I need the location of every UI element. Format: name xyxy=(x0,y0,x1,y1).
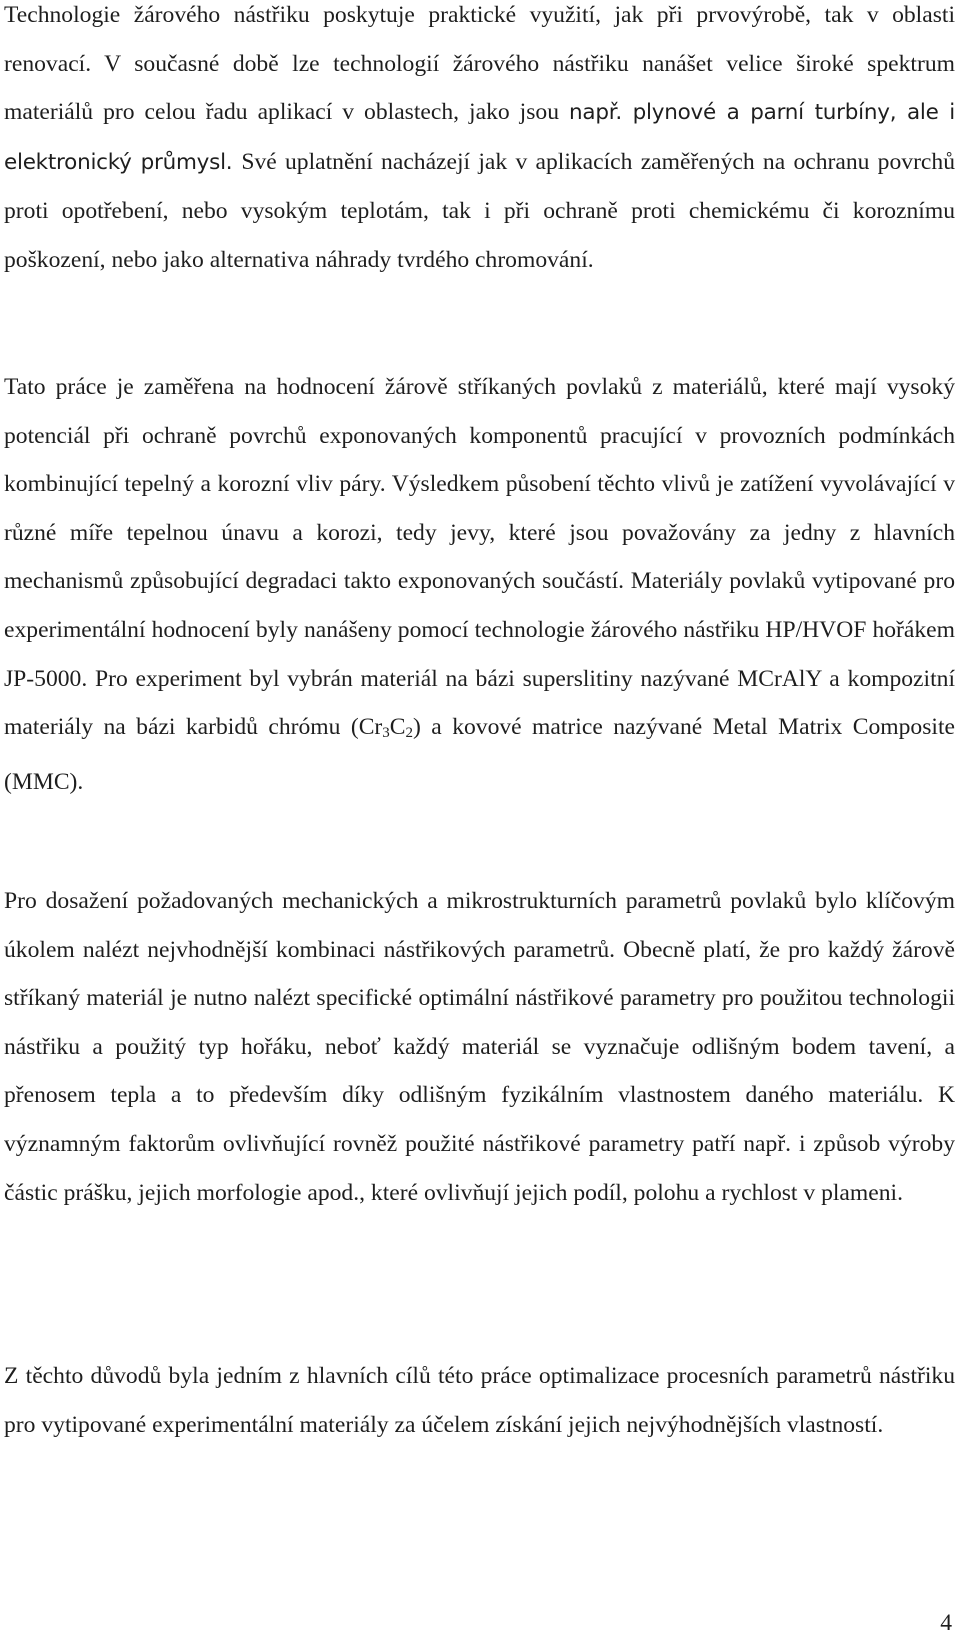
paragraph-aim xyxy=(4,363,955,806)
page-number: 4 xyxy=(940,1610,952,1636)
subscript-3: 3 xyxy=(382,725,390,742)
carbide-c: C xyxy=(389,714,406,741)
paragraph-intro xyxy=(4,0,955,285)
paragraph-intro-part1: Technologie žárového nástřiku poskytuje praktické využití, jak při prvovýrobě, tak v oblasti renovací. V současné době lze technologií žárového nástřiku nanášet velice široké spektrum materiálů pro celou řadu aplikací v oblastech, jako jsou xyxy=(4,2,955,126)
subscript-2: 2 xyxy=(405,725,414,742)
paragraph-aim-text: Tato práce je zaměřena na hodnocení žárově stříkaných povlaků z materiálů, které mají vysoký potenciál při ochraně povrchů exponovaných komponentů pracující v provozních podmínkách kombinující tepelný a korozní vliv páry. Výsledkem působení těchto vlivů je zatížení vyvolávající v různé míře tepelnou únavu a korozi, tedy jevy, které jsou považovány za jedny z hlavních mechanismů způsobující degradaci takto exponovaných součástí. Materiály povlaků vytipované pro experimentální hodnocení byly nanášeny pomocí technologie žárového nástřiku HP/HVOF hořákem JP-5000. Pro experiment byl vybrán materiál na bázi superslitiny nazývané MCrAlY a kompozitní materiály na bázi karbidů chrómu (Cr xyxy=(4,374,955,741)
paragraph-parameters: Pro dosažení požadovaných mechanických a mikrostrukturních parametrů povlaků bylo klíčovým úkolem nalézt nejvhodnější kombinaci nástřikových parametrů. Obecně platí, že pro každý žárově stříkaný materiál je nutno nalézt specifické optimální nástřikové parametry pro použitou technologii nástřiku a použitý typ hořáku, neboť každý materiál se vyznačuje odlišným bodem tavení, a přenosem tepla a to především díky odlišným fyzikálním vlastnostem daného materiálu. K významným faktorům ovlivňující rovněž použité nástřikové parametry patří např. i způsob výroby částic prášku, jejich morfologie apod., které ovlivňují jejich podíl, polohu a rychlost v plameni. xyxy=(4,888,955,1206)
paragraph-intro-part3: Své uplatnění nacházejí jak v aplikacích zaměřených na ochranu povrchů proti opotřebení, nebo vysokým teplotám, tak i při ochraně proti chemickému či koroznímu poškození, nebo jako alternativa náhrady tvrdého chromování. xyxy=(4,148,955,273)
paragraph-conclusion: Z těchto důvodů byla jedním z hlavních cílů této práce optimalizace procesních parametrů nástřiku pro vytipované experimentální materiály za účelem získání jejich nejvýhodnějších vlastností. xyxy=(4,1363,955,1438)
paragraph-aim-end: ) a kovové matrice nazývané Metal Matrix Composite (MMC). xyxy=(4,714,955,795)
paragraph-intro-sans-part: např. plynové a parní turbíny, ale i elektronický průmysl. xyxy=(4,100,956,175)
